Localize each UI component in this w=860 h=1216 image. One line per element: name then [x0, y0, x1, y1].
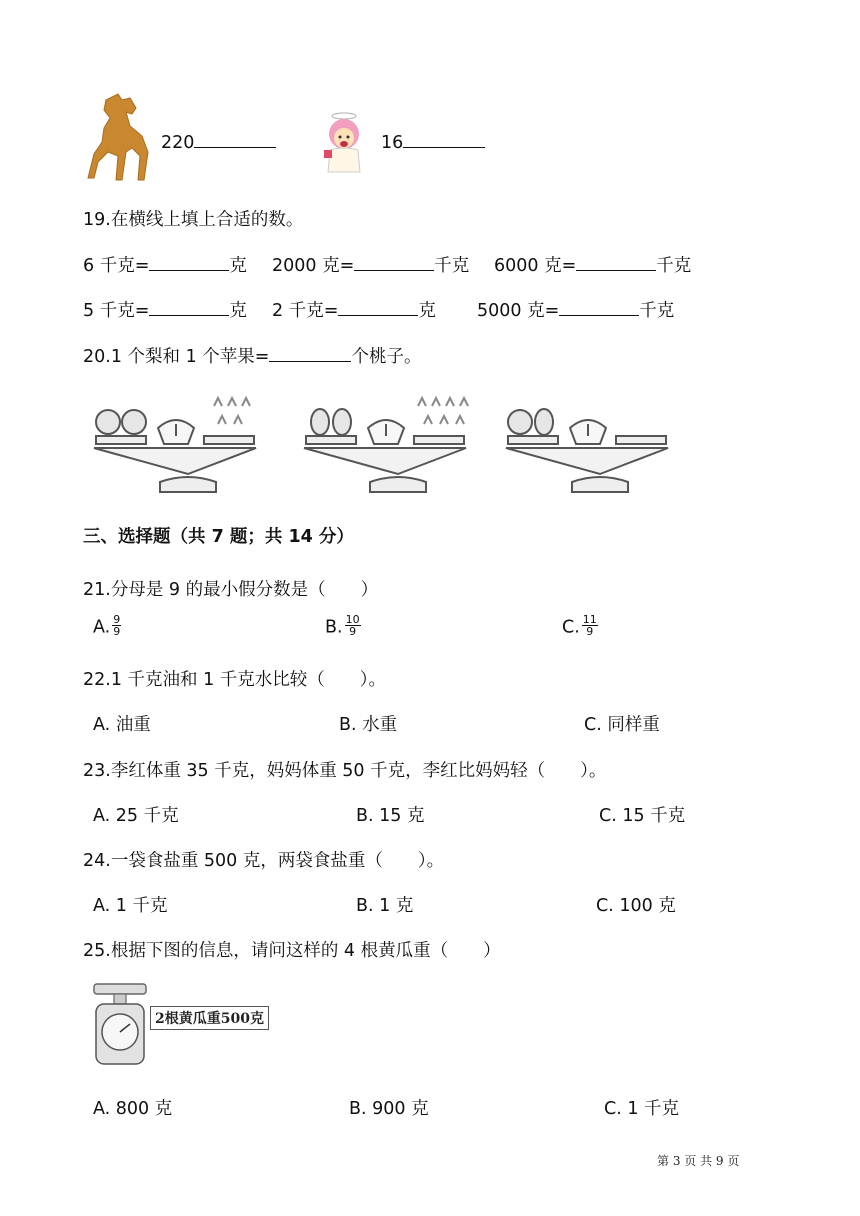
angel-image — [318, 110, 370, 174]
q19-r2-i3-pre: 5000 克= — [477, 301, 560, 321]
q25-option-c[interactable]: C. 1 千克 — [604, 1099, 680, 1119]
q19-row1-item1 — [83, 252, 247, 277]
q25-option-a[interactable]: A. 800 克 — [93, 1099, 173, 1119]
q21-option-c[interactable] — [562, 613, 598, 639]
q19-r1-i3-pre: 6000 克= — [494, 256, 577, 276]
q19-r2-i1-blank[interactable] — [149, 298, 229, 316]
q21-c-num: 11 — [582, 613, 597, 626]
kitchen-scale-icon — [90, 978, 150, 1070]
q19-r1-i3-blank[interactable] — [576, 253, 656, 271]
q19-r1-i2-blank[interactable] — [354, 253, 434, 271]
cucumber-weight-label: 2根黄瓜重500克 — [150, 1006, 269, 1030]
balance-scales-image — [88, 392, 678, 502]
page-number: 第 3 页 共 9 页 — [657, 1154, 740, 1168]
q19-r2-i3-post: 千克 — [639, 301, 675, 321]
q18-item2-blank[interactable] — [403, 130, 485, 148]
q21-b-den: 9 — [349, 625, 357, 638]
q21-b-num: 10 — [345, 613, 360, 626]
q18-item1 — [161, 130, 276, 153]
q18-item1-value: 220 — [161, 133, 195, 153]
scale-1 — [94, 398, 256, 492]
q19-row1-item3 — [494, 252, 691, 277]
q19-r1-i3-post: 千克 — [656, 256, 692, 276]
q21-a-den: 9 — [113, 625, 121, 638]
q21-c-letter: C. — [562, 617, 580, 638]
q19-r1-i2-post: 千克 — [434, 256, 470, 276]
q24-option-b[interactable]: B. 1 克 — [356, 896, 414, 916]
q20-blank[interactable] — [269, 344, 351, 362]
q23-option-c[interactable]: C. 15 千克 — [599, 806, 686, 826]
q19-r2-i1-post: 克 — [229, 301, 247, 321]
q20-post: 个桃子。 — [351, 347, 422, 367]
q21-option-b[interactable] — [325, 613, 361, 639]
q19-r2-i2-pre: 2 千克= — [272, 301, 339, 321]
q19-r2-i2-blank[interactable] — [338, 298, 418, 316]
q21-a-letter: A. — [93, 617, 111, 638]
q18-item2 — [381, 130, 485, 153]
q24-stem: 24.一袋食盐重 500 克，两袋食盐重（ ）。 — [83, 851, 445, 871]
q22-option-a[interactable]: A. 油重 — [93, 715, 151, 735]
q19-row1-item2 — [272, 252, 469, 277]
q21-stem: 21.分母是 9 的最小假分数是（ ） — [83, 580, 379, 600]
q19-title: 19.在横线上填上合适的数。 — [83, 210, 304, 230]
q19-r1-i1-blank[interactable] — [149, 253, 229, 271]
horse-image — [86, 92, 154, 184]
q19-r2-i3-blank[interactable] — [559, 298, 639, 316]
scale-2 — [304, 398, 468, 492]
q19-r1-i1-post: 克 — [229, 256, 247, 276]
q23-stem: 23.李红体重 35 千克，妈妈体重 50 千克，李红比妈妈轻（ ）。 — [83, 761, 607, 781]
q25-stem: 25.根据下图的信息，请问这样的 4 根黄瓜重（ ） — [83, 941, 501, 961]
q21-a-num: 9 — [113, 613, 121, 626]
q21-option-a[interactable] — [93, 613, 121, 639]
q25-option-b[interactable]: B. 900 克 — [349, 1099, 429, 1119]
q21-b-letter: B. — [325, 617, 343, 638]
q22-stem: 22.1 千克油和 1 千克水比较（ ）。 — [83, 670, 387, 690]
q19-row2-item1 — [83, 297, 247, 322]
q19-r2-i2-post: 克 — [418, 301, 436, 321]
q21-b-fraction — [345, 614, 361, 637]
q23-option-a[interactable]: A. 25 千克 — [93, 806, 179, 826]
q24-option-a[interactable]: A. 1 千克 — [93, 896, 168, 916]
q19-row2-item2 — [272, 297, 436, 322]
section-title: 三、选择题（共 7 题；共 14 分） — [83, 527, 354, 547]
q19-r1-i2-pre: 2000 克= — [272, 256, 355, 276]
q22-option-c[interactable]: C. 同样重 — [584, 715, 660, 735]
q23-option-b[interactable]: B. 15 克 — [356, 806, 425, 826]
q20-pre: 20.1 个梨和 1 个苹果= — [83, 347, 270, 367]
scale-3 — [506, 409, 668, 492]
q22-option-b[interactable]: B. 水重 — [339, 715, 398, 735]
q19-row2-item3 — [477, 297, 674, 322]
q21-a-fraction — [112, 614, 121, 637]
q20-stem — [83, 343, 421, 368]
cucumber-scale-image — [90, 978, 276, 1070]
q19-r1-i1-pre: 6 千克= — [83, 256, 150, 276]
q18-item1-blank[interactable] — [194, 130, 276, 148]
q18-item2-value: 16 — [381, 133, 404, 153]
q21-c-fraction — [582, 614, 598, 637]
q24-option-c[interactable]: C. 100 克 — [596, 896, 676, 916]
q21-c-den: 9 — [586, 625, 594, 638]
q19-r2-i1-pre: 5 千克= — [83, 301, 150, 321]
